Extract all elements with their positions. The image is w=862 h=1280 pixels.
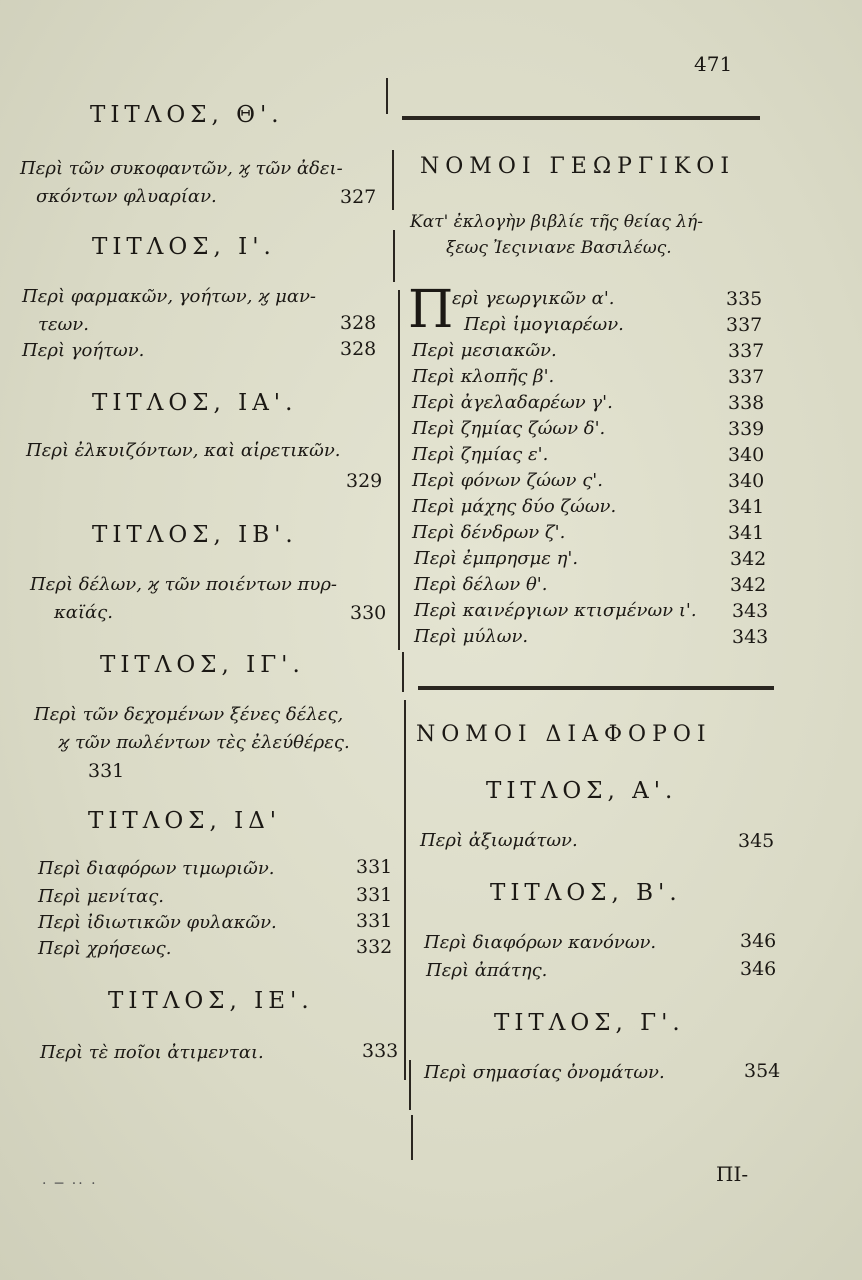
page-reference: 335 <box>726 288 763 310</box>
entry-text: Περὶ τῶν συκοφαντῶν, ϗ τῶν ἀδει- <box>20 158 343 179</box>
entry-text: Περὶ φαρμακῶν, γοήτων, ϗ μαν- <box>22 286 317 307</box>
entry-text: Περὶ ζημίας ζώων δ'. <box>412 418 606 439</box>
entry-text: καϊάς. <box>54 602 113 623</box>
entry-text: Περὶ ἐλκυιζόντων, καὶ αἱρετικῶν. <box>26 440 341 461</box>
entry-text: Περὶ τῶν δεχομένων ξένες δέλες, <box>34 704 344 725</box>
page-reference: 341 <box>728 496 765 518</box>
entry-text: Περὶ δέλων, ϗ τῶν ποιέντων πυρ- <box>30 574 337 595</box>
page-reference: 343 <box>732 626 769 648</box>
entry-text: Περὶ σημασίας ὀνομάτων. <box>424 1062 665 1083</box>
entry-text: Περὶ χρήσεως. <box>38 938 172 959</box>
entry-text: ϗ τῶν πωλέντων τὲς ἐλεύθέρες. <box>58 732 350 753</box>
section-title: ΤΙΤΛΟΣ, Α'. <box>486 778 678 804</box>
entry-text: Περὶ δέλων θ'. <box>414 574 548 595</box>
entry-text: Περὶ ἀπάτης. <box>426 960 548 981</box>
page-reference: 337 <box>728 366 765 388</box>
column-divider <box>392 150 394 210</box>
page-reference: 328 <box>340 312 377 334</box>
page-reference: 331 <box>356 856 393 878</box>
entry-text: σκόντων φλυαρίαν. <box>36 186 217 207</box>
printer-mark: · ─ ·· · <box>42 1176 98 1192</box>
page-number: 471 <box>694 52 733 76</box>
section-rule <box>418 686 774 690</box>
column-divider <box>386 78 388 114</box>
entry-text: τεων. <box>38 314 89 335</box>
section-title: ΤΙΤΛΟΣ, Ι'. <box>92 234 276 260</box>
page-reference: 329 <box>346 470 383 492</box>
section-title: ΤΙΤΛΟΣ, Β'. <box>490 880 682 906</box>
page-reference: 337 <box>726 314 763 336</box>
drop-capital: Π <box>408 280 454 340</box>
page-reference: 340 <box>728 444 765 466</box>
section-heading: ΝΟΜΟΙ ΓΕΩΡΓΙΚΟΙ <box>420 154 736 179</box>
page-reference: 341 <box>728 522 765 544</box>
page-reference: 354 <box>744 1060 781 1082</box>
page-reference: 345 <box>738 830 775 852</box>
entry-text: Περὶ ἱμογιαρέων. <box>464 314 624 335</box>
page-reference: 342 <box>730 574 767 596</box>
entry-text: Περὶ ἐμπρησμε η'. <box>414 548 579 569</box>
column-divider <box>398 290 400 650</box>
page-reference: 327 <box>340 186 377 208</box>
page-reference: 343 <box>732 600 769 622</box>
column-divider <box>393 230 395 282</box>
entry-text: Περὶ μύλων. <box>414 626 529 647</box>
entry-text: ερὶ γεωργικῶν α'. <box>452 288 615 309</box>
page-reference: 340 <box>728 470 765 492</box>
page-reference: 342 <box>730 548 767 570</box>
entry-text: Περὶ ἰδιωτικῶν φυλακῶν. <box>38 912 277 933</box>
column-divider <box>409 1060 411 1110</box>
page-reference: 339 <box>728 418 765 440</box>
entry-text: Περὶ τὲ ποῖοι ἀτιμενται. <box>40 1042 264 1063</box>
section-title: ΤΙΤΛΟΣ, ΙΕ'. <box>108 988 314 1014</box>
page-reference: 330 <box>350 602 387 624</box>
subheading-text: Κατ' ἐκλογὴν βιβλίε τῆς θείας λή- <box>410 212 703 232</box>
page-reference: 337 <box>728 340 765 362</box>
entry-text: Περὶ ἀξιωμάτων. <box>420 830 578 851</box>
page-reference: 333 <box>362 1040 399 1062</box>
entry-text: Περὶ ζημίας ε'. <box>412 444 549 465</box>
section-title: ΤΙΤΛΟΣ, ΙΑ'. <box>92 390 298 416</box>
page-reference: 346 <box>740 958 777 980</box>
subheading-text: ξεως Ἰεςινιανε Βασιλέως. <box>446 238 672 258</box>
page-reference: 331 <box>88 760 125 782</box>
section-rule <box>402 116 760 120</box>
entry-text: Περὶ δένδρων ζ'. <box>412 522 566 543</box>
column-divider <box>411 1115 413 1160</box>
page-reference: 331 <box>356 910 393 932</box>
page-reference: 328 <box>340 338 377 360</box>
page-reference: 332 <box>356 936 393 958</box>
catchword: ΠΙ- <box>716 1162 749 1186</box>
entry-text: Περὶ κλοπῆς β'. <box>412 366 555 387</box>
section-title: ΤΙΤΛΟΣ, Γ'. <box>494 1010 685 1036</box>
section-title: ΤΙΤΛΟΣ, ΙΓ'. <box>100 652 305 678</box>
section-title: ΤΙΤΛΟΣ, ΙΒ'. <box>92 522 298 548</box>
column-divider <box>404 700 406 1080</box>
page-reference: 346 <box>740 930 777 952</box>
entry-text: Περὶ φόνων ζώων ς'. <box>412 470 603 491</box>
entry-text: Περὶ διαφόρων κανόνων. <box>424 932 657 953</box>
section-title: ΤΙΤΛΟΣ, ΙΔ' <box>88 808 282 834</box>
entry-text: Περὶ καινέργιων κτισμένων ι'. <box>414 600 697 621</box>
page-reference: 338 <box>728 392 765 414</box>
section-title: ΤΙΤΛΟΣ, Θ'. <box>90 102 284 128</box>
entry-text: Περὶ γοήτων. <box>22 340 145 361</box>
entry-text: Περὶ ἀγελαδαρέων γ'. <box>412 392 613 413</box>
entry-text: Περὶ μεσιακῶν. <box>412 340 557 361</box>
page-reference: 331 <box>356 884 393 906</box>
column-divider <box>402 652 404 692</box>
entry-text: Περὶ μενίτας. <box>38 886 164 907</box>
section-heading: ΝΟΜΟΙ ΔΙΑΦΟΡΟΙ <box>416 722 712 747</box>
entry-text: Περὶ διαφόρων τιμωριῶν. <box>38 858 275 879</box>
entry-text: Περὶ μάχης δύο ζώων. <box>412 496 617 517</box>
